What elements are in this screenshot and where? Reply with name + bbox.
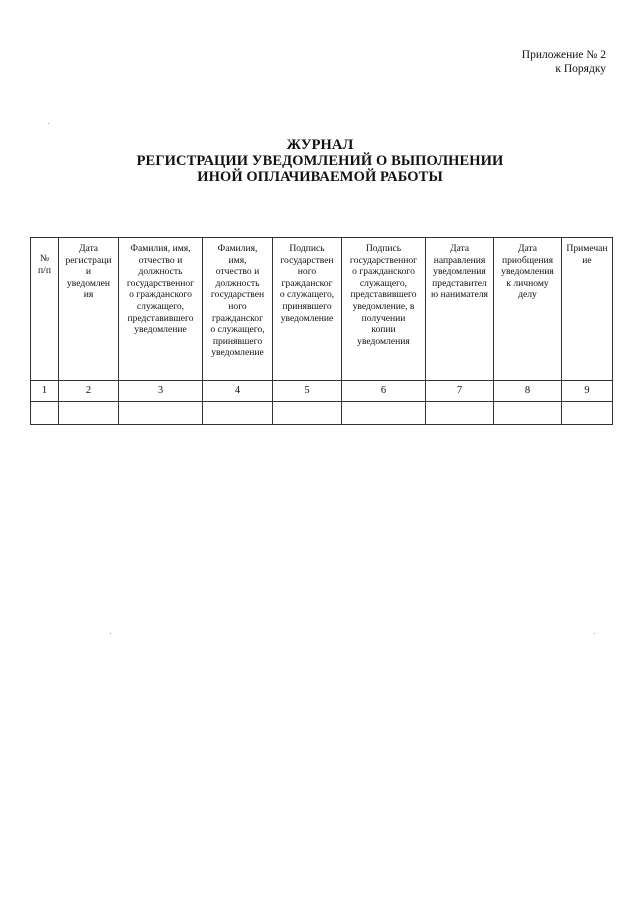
header-text: Дата регистраци и уведомлен ия — [65, 243, 112, 301]
empty-entry-row — [31, 402, 613, 425]
empty-cell — [562, 402, 613, 425]
header-cell-submitter — [119, 238, 203, 381]
header-cell-number — [31, 238, 59, 381]
header-text: Примечан ие — [566, 243, 608, 266]
header-text: № п/п — [38, 253, 51, 276]
document-title — [0, 137, 640, 185]
header-cell-submitter-signature — [342, 238, 426, 381]
empty-cell — [426, 402, 494, 425]
column-number: 6 — [342, 381, 426, 402]
appendix-order-ref: к Порядку — [555, 63, 606, 75]
appendix-number: Приложение № 2 — [521, 49, 606, 61]
header-text: Дата приобщения уведомления к личному делу — [501, 243, 554, 301]
empty-cell — [31, 402, 59, 425]
column-number: 4 — [203, 381, 273, 402]
column-number: 5 — [273, 381, 342, 402]
header-cell-filed-date — [494, 238, 562, 381]
header-cell-sent-date — [426, 238, 494, 381]
scan-speck — [594, 633, 595, 634]
appendix-reference — [522, 48, 606, 76]
column-number: 2 — [59, 381, 119, 402]
empty-cell — [494, 402, 562, 425]
header-row — [31, 238, 613, 381]
empty-cell — [119, 402, 203, 425]
registration-journal-table — [30, 237, 613, 425]
header-text: Фамилия, имя, отчество и должность государствен ного гражданског о служащего, принявшего уведомление — [210, 243, 265, 359]
header-cell-note — [562, 238, 613, 381]
title-line-2: РЕГИСТРАЦИИ УВЕДОМЛЕНИЙ О ВЫПОЛНЕНИИ — [136, 153, 504, 169]
column-number: 3 — [119, 381, 203, 402]
header-cell-receiver-signature — [273, 238, 342, 381]
empty-cell — [273, 402, 342, 425]
header-text: Подпись государственног о гражданского служащего, представившего уведомление, в получении копии уведомления — [349, 243, 418, 347]
column-number-row — [31, 381, 613, 402]
header-text: Дата направления уведомления представител ю нанимателя — [431, 243, 488, 301]
header-cell-registration-date — [59, 238, 119, 381]
empty-cell — [203, 402, 273, 425]
title-line-3: ИНОЙ ОПЛАЧИВАЕМОЙ РАБОТЫ — [197, 169, 443, 185]
scan-speck — [110, 633, 111, 634]
title-line-1: ЖУРНАЛ — [286, 137, 354, 153]
column-number: 8 — [494, 381, 562, 402]
empty-cell — [342, 402, 426, 425]
scan-speck — [48, 123, 49, 124]
column-number: 1 — [31, 381, 59, 402]
column-number: 9 — [562, 381, 613, 402]
header-text: Подпись государствен ного гражданског о служащего, принявшего уведомление — [279, 243, 335, 324]
header-cell-receiver — [203, 238, 273, 381]
header-text: Фамилия, имя, отчество и должность государственног о гражданского служащего, представившего уведомление — [126, 243, 195, 336]
empty-cell — [59, 402, 119, 425]
column-number: 7 — [426, 381, 494, 402]
